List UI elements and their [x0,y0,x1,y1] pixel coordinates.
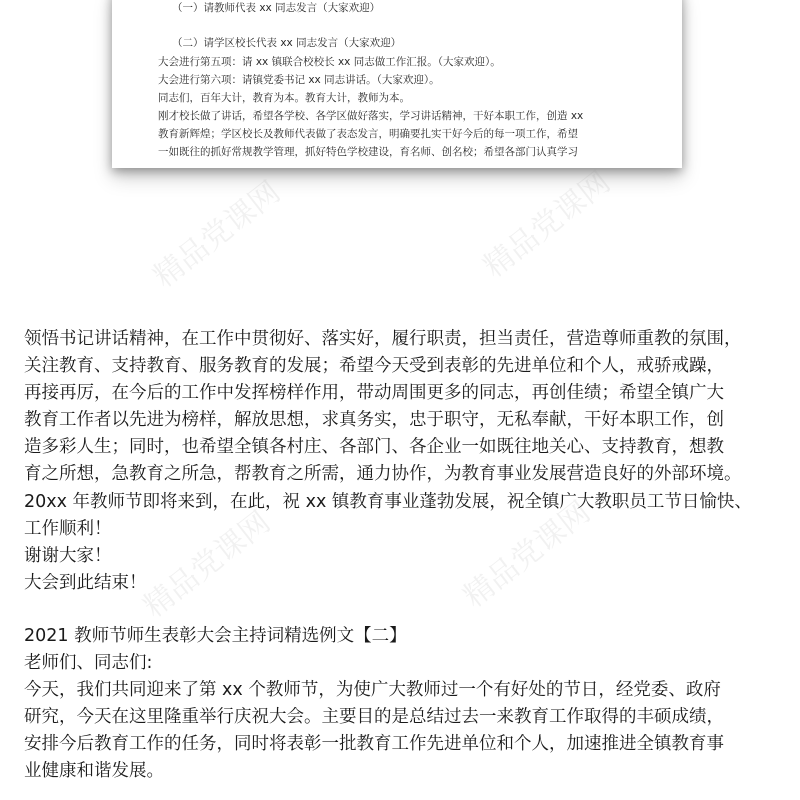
body-line: 今天，我们共同迎来了第 xx 个教师节，为使广大教师过一个有好处的节日，经党委、政府 [24,680,721,701]
body-line: 教育工作者以先进为榜样，解放思想，求真务实，忠于职守，无私奉献，干好本职工作，创 [24,410,724,431]
body-line: 育之所想，急教育之所急，帮教育之所需，通力协作，为教育事业发展营造良好的外部环境。 [24,464,742,485]
document-body [24,326,784,786]
watermark: 精品党课网 [137,504,278,625]
preview-line: 一如既往的抓好常规教学管理，抓好特色学校建设，育名师、创名校；希望各部门认真学习 [158,146,578,158]
body-line: 领悟书记讲话精神，在工作中贯彻好、落实好，履行职责，担当责任，营造尊师重教的氛围， [24,329,742,349]
body-line: 研究，今天在这里隆重举行庆祝大会。主要目的是总结过去一来教育工作取得的丰硕成绩， [24,707,724,728]
preview-line: 教育新辉煌；学区校长及教师代表做了表态发言，明确要扎实干好今后的每一项工作，希望 [158,128,578,140]
body-line: 再接再厉，在今后的工作中发挥榜样作用，带动周围更多的同志，再创佳绩；希望全镇广大 [24,383,724,404]
body-line: 造多彩人生；同时，也希望全镇各村庄、各部门、各企业一如既往地关心、支持教育，想教 [24,437,724,458]
watermark: 精品党课网 [147,174,288,295]
paragraph-gap [24,597,784,623]
preview-line: 刚才校长做了讲话，希望各学校、各学区做好落实，学习讲话精神，干好本职工作，创造 xx [158,110,584,122]
body-line: 安排今后教育工作的任务，同时将表彰一批教育工作先进单位和个人，加速推进全镇教育事 [24,734,724,755]
body-line: 业健康和谐发展。 [24,761,164,782]
body-line: 大会到此结束！ [24,572,147,593]
body-line: 老师们、同志们: [24,653,153,674]
document-page-preview [112,0,682,168]
preview-line: （二）请学区校长代表 xx 同志发言（大家欢迎） [172,37,402,49]
body-line: 工作顺利！ [24,518,112,539]
section-title: 2021 教师节师生表彰大会主持词精选例文【二】 [24,625,407,646]
body-line: 20xx 年教师节即将来到，在此，祝 xx 镇教育事业蓬勃发展，祝全镇广大教职员工节日愉快、 [24,491,752,512]
preview-line: 大会进行第六项：请镇党委书记 xx 同志讲话。（大家欢迎）。 [158,74,440,86]
watermark: 精品党课网 [457,494,598,615]
preview-line: （一）请教师代表 xx 同志发言（大家欢迎） [172,2,381,14]
preview-line: 同志们，百年大计，教育为本。教育大计，教师为本。 [158,92,410,104]
watermark: 精品党课网 [477,164,618,285]
body-line: 关注教育、支持教育、服务教育的发展；希望今天受到表彰的先进单位和个人，戒骄戒躁， [24,356,724,377]
preview-line: 大会进行第五项：请 xx 镇联合校校长 xx 同志做工作汇报。（大家欢迎）。 [158,56,501,68]
body-line: 谢谢大家！ [24,545,112,566]
